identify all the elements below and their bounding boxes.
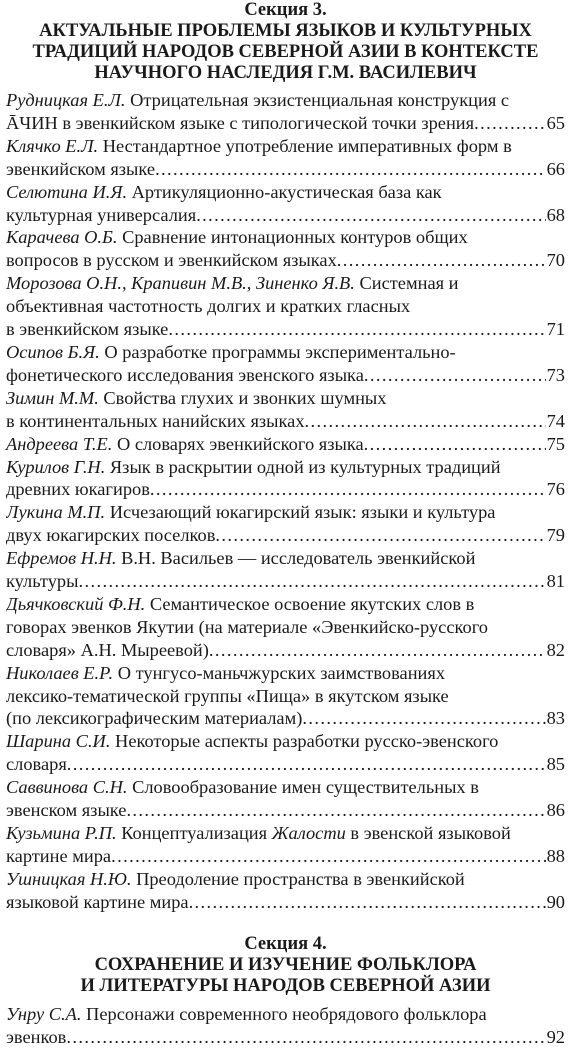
entry-title-text: словаря: [6, 754, 67, 775]
toc-entry: [6, 868, 565, 914]
page-number: 83: [546, 708, 565, 729]
entry-author: Осипов Б.Я.: [6, 341, 100, 362]
section-number: Секция 3.: [244, 0, 327, 20]
entry-last-text: [6, 845, 111, 868]
dot-leader: [67, 753, 546, 776]
entry-last-text: [6, 639, 209, 662]
entry-last-line: [6, 570, 565, 593]
entry-title-text: Преодоление пространства в эвенкийской: [131, 868, 465, 889]
toc-entry: [6, 135, 565, 181]
entry-title-text: (по лексикографическим материалам): [6, 708, 303, 729]
entry-title-text: Артикуляционно-акустическая база как: [127, 181, 442, 202]
entry-last-line: [6, 478, 565, 501]
page-number: 79: [546, 525, 565, 546]
entry-first-line: [6, 272, 565, 295]
entry-author: Дьячковский Ф.Н.: [6, 593, 146, 614]
entry-first-line: [6, 593, 565, 616]
entry-title-text: двух юкагирских поселков: [6, 525, 216, 546]
entry-title-text: эвенков: [6, 1026, 67, 1047]
entry-last-text: [6, 524, 215, 547]
entry-last-line: [6, 364, 565, 387]
dot-leader: [209, 639, 546, 662]
section-4-header: [6, 934, 565, 997]
entry-title-text: Системная и: [354, 273, 459, 294]
toc-entry: [6, 387, 565, 433]
entry-last-line: [6, 410, 565, 433]
entry-author: Лукина М.П.: [6, 502, 106, 523]
entry-title-emphasis: Жалости: [271, 823, 346, 843]
toc-entry: [6, 662, 565, 731]
entry-title-text: Нестандартное употребление императивных форм в: [98, 135, 512, 156]
toc-entry: [6, 776, 565, 822]
entry-title-text: ĀЧИН в эвенкийском языке с типологической точки зрения: [6, 112, 475, 133]
entry-last-line: [6, 753, 565, 776]
entry-middle-line: лексико-тематической группы «Пища» в якутском языке: [6, 685, 449, 706]
page-number: 71: [546, 319, 565, 340]
entry-last-text: [6, 891, 189, 914]
entry-last-text: [6, 1026, 66, 1048]
page-number: 86: [546, 800, 565, 821]
entry-title-text: Язык в раскрытии одной из культурных традиций: [105, 456, 501, 477]
section-title-line: И ЛИТЕРАТУРЫ НАРОДОВ СЕВЕРНОЙ АЗИИ: [80, 975, 491, 996]
page-number: 74: [546, 410, 565, 431]
section-title: [6, 21, 565, 84]
page-number: 75: [546, 433, 565, 454]
dot-leader: [66, 1026, 545, 1048]
page-number: 68: [546, 204, 565, 225]
dot-leader: [111, 845, 546, 868]
entry-author: Рудницкая Е.Л.: [6, 90, 126, 110]
entry-last-text: [6, 707, 302, 730]
entry-author: Зимин М.М.: [6, 387, 99, 408]
section-4-entries: [6, 1003, 565, 1048]
entry-last-line: [6, 639, 565, 662]
page-number: 73: [546, 364, 565, 385]
entry-last-line: [6, 318, 565, 341]
entry-title-text: фонетического исследования эвенского языка: [6, 364, 364, 385]
section-title-line: СОХРАНЕНИЕ И ИЗУЧЕНИЕ ФОЛЬКЛОРА: [94, 954, 477, 975]
toc-entry: [6, 547, 565, 593]
dot-leader: [337, 249, 546, 272]
section-number: Секция 4.: [244, 933, 327, 954]
section-3-entries: [6, 89, 565, 914]
entry-last-line: [6, 799, 565, 822]
entry-middle-line: объективная частотность долгих и кратких гласных: [6, 296, 411, 317]
toc-entry: [6, 593, 565, 662]
entry-last-text: [6, 204, 196, 227]
page-number: 92: [546, 1026, 565, 1047]
entry-last-line: [6, 433, 565, 456]
dot-leader: [78, 570, 545, 593]
entry-last-text: [6, 433, 364, 456]
entry-title-text: О разработке программы экспериментально-: [99, 341, 456, 362]
toc-entry: [6, 730, 565, 776]
entry-title-text: В.Н. Васильев — исследователь эвенкийской: [116, 548, 476, 569]
dot-leader: [364, 364, 546, 387]
entry-author: Курилов Г.Н.: [6, 456, 106, 477]
entry-author: Саввинова С.Н.: [6, 777, 128, 798]
entry-title-text: вопросов в русском и эвенкийском языках: [6, 250, 337, 271]
dot-leader: [126, 799, 545, 822]
entry-author: Шарина С.И.: [6, 731, 111, 752]
entry-last-line: [6, 112, 565, 135]
section-title-line: АКТУАЛЬНЫЕ ПРОБЛЕМЫ ЯЗЫКОВ И КУЛЬТУРНЫХ: [39, 21, 532, 41]
entry-first-line: [6, 868, 565, 891]
entry-last-line: [6, 707, 565, 730]
entry-title-text: культуры: [6, 571, 79, 592]
entry-title-text: Семантическое освоение якутских слов в: [145, 593, 475, 614]
toc-entry: [6, 456, 565, 502]
entry-last-text: [6, 478, 150, 501]
entry-title-text: языковой картине мира: [6, 891, 189, 912]
entry-author: Морозова О.Н., Крапивин М.В., Зиненко Я.В.: [6, 273, 355, 294]
section-title-line: ТРАДИЦИЙ НАРОДОВ СЕВЕРНОЙ АЗИИ В КОНТЕКСТЕ: [32, 42, 539, 62]
section-3-header: [6, 0, 565, 84]
entry-title-text: в эвенской языковой: [345, 823, 511, 843]
entry-author: Ушницкая Н.Ю.: [6, 868, 132, 889]
entry-last-line: [6, 204, 565, 227]
entry-last-text: [6, 410, 305, 433]
page-number: 85: [546, 754, 565, 775]
entry-title-text: О тунгусо-маньчжурских заимствованиях: [113, 662, 446, 683]
entry-title-text: Сравнение интонационных контуров общих: [117, 227, 468, 248]
entry-last-line: [6, 524, 565, 547]
entry-title-text: Отрицательная экзистенциальная конструкция с: [125, 90, 510, 110]
entry-last-line: [6, 845, 565, 868]
page-number: 65: [546, 112, 565, 133]
entry-title-text: картине мира: [6, 845, 112, 866]
page-number: 66: [546, 158, 565, 179]
entry-title-text: культурная универсалия: [6, 204, 197, 225]
entry-last-text: [6, 753, 67, 776]
entry-first-line: [6, 135, 565, 158]
entry-author: Карачева О.Б.: [6, 227, 118, 248]
dot-leader: [196, 204, 545, 227]
entry-first-line: [6, 387, 565, 410]
dot-leader: [305, 410, 546, 433]
entry-last-text: [6, 570, 78, 593]
toc-entry: [6, 272, 565, 341]
entry-title-text: в эвенкийском языке: [6, 319, 169, 340]
entry-last-line: [6, 249, 565, 272]
entry-middle-line: говорах эвенков Якутии (на материале «Эвенкийско-русского: [6, 616, 488, 637]
toc-entry: [6, 341, 565, 387]
dot-leader: [155, 158, 546, 181]
entry-title-text: эвенском языке: [6, 800, 127, 821]
entry-author: Николаев Е.Р.: [6, 662, 114, 683]
page-number: 76: [546, 479, 565, 500]
section-title-line: НАУЧНОГО НАСЛЕДИЯ Г.М. ВАСИЛЕВИЧ: [94, 63, 477, 83]
page-number: 70: [546, 250, 565, 271]
page-number: 88: [546, 845, 565, 866]
entry-last-text: [6, 364, 364, 387]
entry-title-text: Исчезающий юкагирский язык: языки и культура: [105, 502, 496, 523]
entry-author: Ефремов Н.Н.: [6, 548, 117, 569]
toc-entry: [6, 501, 565, 547]
entry-last-text: [6, 249, 337, 272]
section-title: [6, 955, 565, 997]
dot-leader: [302, 707, 545, 730]
entry-first-line: [6, 341, 565, 364]
entry-title-text: словаря» А.Н. Мыреевой): [6, 639, 209, 660]
entry-title-text: в континентальных нанийских языках: [6, 410, 305, 431]
toc-entry: [6, 1003, 565, 1048]
entry-first-line: [6, 181, 565, 204]
entry-first-line: [6, 662, 565, 685]
entry-last-line: [6, 891, 565, 914]
dot-leader: [474, 112, 546, 135]
dot-leader: [189, 891, 546, 914]
toc-entry: [6, 181, 565, 227]
toc-entry: [6, 89, 565, 135]
entry-author: Кузьмина Р.П.: [6, 823, 117, 843]
entry-first-line: [6, 501, 565, 524]
page-number: 81: [546, 571, 565, 592]
entry-first-line: [6, 822, 565, 845]
entry-first-line: [6, 456, 565, 479]
entry-first-line: [6, 547, 565, 570]
toc-entry: [6, 226, 565, 272]
dot-leader: [364, 433, 546, 456]
entry-first-line: [6, 226, 565, 249]
entry-last-text: [6, 799, 126, 822]
entry-title-text: эвенкийском языке: [6, 158, 156, 179]
entry-title-text: Свойства глухих и звонких шумных: [98, 387, 387, 408]
entry-first-line: [6, 776, 565, 799]
dot-leader: [215, 524, 545, 547]
entry-last-text: [6, 112, 474, 135]
entry-title-text: Некоторые аспекты разработки русско-эвенского: [110, 731, 499, 752]
entry-author: Андреева Т.Е.: [6, 433, 113, 454]
entry-author: Клячко Е.Л.: [6, 135, 99, 156]
entry-last-line: [6, 1026, 565, 1048]
toc-entry: [6, 822, 565, 868]
dot-leader: [168, 318, 545, 341]
page-number: 82: [546, 639, 565, 660]
entry-author: Селютина И.Я.: [6, 181, 128, 202]
entry-title-text: Словообразование имен существительных в: [127, 777, 479, 798]
entry-first-line: [6, 730, 565, 753]
entry-last-text: [6, 158, 155, 181]
entry-title-text: древних юкагиров: [6, 479, 150, 500]
entry-title-text: Персонажи современного необрядового фольклора: [81, 1003, 487, 1024]
toc-entry: [6, 433, 565, 456]
entry-title-text: Концептуализация: [116, 823, 272, 843]
page-number: 90: [546, 891, 565, 912]
entry-last-line: [6, 158, 565, 181]
entry-title-text: О словарях эвенкийского языка: [112, 433, 364, 454]
entry-author: Унру С.А.: [6, 1003, 82, 1024]
dot-leader: [150, 478, 546, 501]
entry-first-line: [6, 89, 565, 112]
entry-first-line: [6, 1003, 565, 1026]
entry-last-text: [6, 318, 168, 341]
